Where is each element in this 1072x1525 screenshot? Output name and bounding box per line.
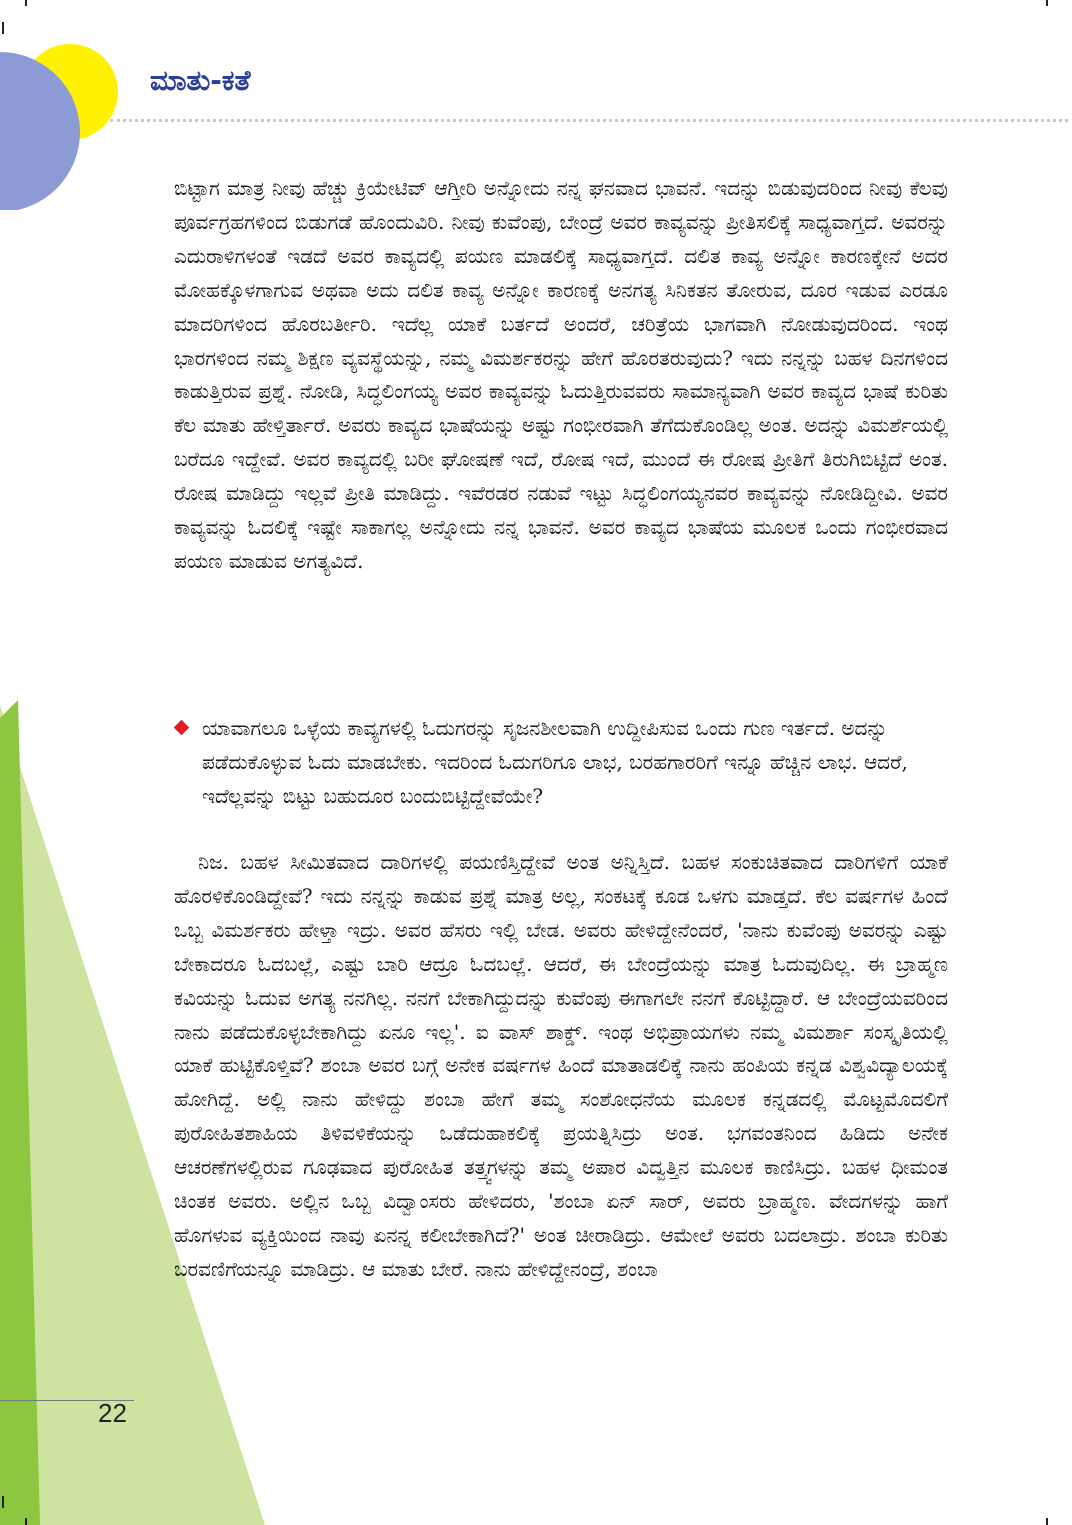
crop-mark-top-mid — [25, 0, 27, 6]
header-dotted-divider — [110, 119, 1068, 122]
question-block — [174, 712, 948, 814]
crop-mark-top-right — [1046, 0, 1048, 6]
interview-question: ಯಾವಾಗಲೂ ಒಳ್ಳೆಯ ಕಾವ್ಯಗಳಲ್ಲಿ ಓದುಗರನ್ನು ಸೃಜನಶೀಲವಾಗಿ ಉದ್ದೀಪಿಸುವ ಒಂದು ಗುಣ ಇರ್ತದೆ. ಅದನ್ನು ಪಡೆದುಕೊಳ್ಳುವ ಓದು ಮಾಡಬೇಕು. ಇದರಿಂದ ಓದುಗರಿಗೂ ಲಾಭ, ಬರಹಗಾರರಿಗೆ ಇನ್ನೂ ಹೆಚ್ಚಿನ ಲಾಭ. ಆದರೆ, ಇದೆಲ್ಲವನ್ನು ಬಿಟ್ಟು ಬಹುದೂರ ಬಂದುಬಿಟ್ಟಿದ್ದೇವೆಯೇ? — [202, 716, 908, 808]
section-title: ಮಾತು-ಕತೆ — [150, 64, 251, 97]
answer-paragraph: ನಿಜ. ಬಹಳ ಸೀಮಿತವಾದ ದಾರಿಗಳಲ್ಲಿ ಪಯಣಿಸ್ತಿದ್ದೇವೆ ಅಂತ ಅನ್ನಿಸ್ತಿದೆ. ಬಹಳ ಸಂಕುಚಿತವಾದ ದಾರಿಗಳಿಗೆ ಯಾಕೆ ಹೊರಳಿಕೊಂಡಿದ್ದೇವೆ? ಇದು ನನ್ನನ್ನು ಕಾಡುವ ಪ್ರಶ್ನೆ ಮಾತ್ರ ಅಲ್ಲ, ಸಂಕಟಕ್ಕೆ ಕೂಡ ಒಳಗು ಮಾಡ್ತದೆ. ಕೆಲ ವರ್ಷಗಳ ಹಿಂದೆ ಒಬ್ಬ ವಿಮರ್ಶಕರು ಹೇಳ್ತಾ ಇದ್ರು. ಅವರ ಹೆಸರು ಇಲ್ಲಿ ಬೇಡ. ಅವರು ಹೇಳಿದ್ದೇನೆಂದರೆ, 'ನಾನು ಕುವೆಂಪು ಅವರನ್ನು ಎಷ್ಟು ಬೇಕಾದರೂ ಓದಬಲ್ಲೆ, ಎಷ್ಟು ಬಾರಿ ಆದ್ರೂ ಓದಬಲ್ಲೆ. ಆದರೆ, ಈ ಬೇಂದ್ರೆಯನ್ನು ಮಾತ್ರ ಓದುವುದಿಲ್ಲ. ಈ ಬ್ರಾಹ್ಮಣ ಕವಿಯನ್ನು ಓದುವ ಅಗತ್ಯ ನನಗಿಲ್ಲ. ನನಗೆ ಬೇಕಾಗಿದ್ದುದನ್ನು ಕುವೆಂಪು ಈಗಾಗಲೇ ನನಗೆ ಕೊಟ್ಟಿದ್ದಾರೆ. ಆ ಬೇಂದ್ರೆಯವರಿಂದ ನಾನು ಪಡೆದುಕೊಳ್ಳಬೇಕಾಗಿದ್ದು ಏನೂ ಇಲ್ಲ'. ಐ ವಾಸ್ ಶಾಕ್ಡ್. ಇಂಥ ಅಭಿಪ್ರಾಯಗಳು ನಮ್ಮ ವಿಮರ್ಶಾ ಸಂಸ್ಕೃತಿಯಲ್ಲಿ ಯಾಕೆ ಹುಟ್ಟಿಕೊಳ್ತಿವೆ? ಶಂಬಾ ಅವರ ಬಗ್ಗೆ ಅನೇಕ ವರ್ಷಗಳ ಹಿಂದೆ ಮಾತಾಡಲಿಕ್ಕೆ ನಾನು ಹಂಪಿಯ ಕನ್ನಡ ವಿಶ್ವವಿದ್ಯಾಲಯಕ್ಕೆ ಹೋಗಿದ್ದೆ. ಅಲ್ಲಿ ನಾನು ಹೇಳಿದ್ದು ಶಂಬಾ ಹೇಗೆ ತಮ್ಮ ಸಂಶೋಧನೆಯ ಮೂಲಕ ಕನ್ನಡದಲ್ಲಿ ಮೊಟ್ಟಮೊದಲಿಗೆ ಪುರೋಹಿತಶಾಹಿಯ ತಿಳಿವಳಿಕೆಯನ್ನು ಒಡೆದುಹಾಕಲಿಕ್ಕೆ ಪ್ರಯತ್ನಿಸಿದ್ರು ಅಂತ. ಭಗವಂತನಿಂದ ಹಿಡಿದು ಅನೇಕ ಆಚರಣೆಗಳಲ್ಲಿರುವ ಗೂಢವಾದ ಪುರೋಹಿತ ತತ್ತ್ವಗಳನ್ನು ತಮ್ಮ ಅಪಾರ ವಿದ್ವತ್ತಿನ ಮೂಲಕ ಕಾಣಿಸಿದ್ರು. ಬಹಳ ಧೀಮಂತ ಚಿಂತಕ ಅವರು. ಅಲ್ಲಿನ ಒಬ್ಬ ವಿದ್ವಾಂಸರು ಹೇಳಿದರು, 'ಶಂಬಾ ಏನ್ ಸಾರ್, ಅವರು ಬ್ರಾಹ್ಮಣ. ವೇದಗಳನ್ನು ಹಾಗೆ ಹೊಗಳುವ ವ್ಯಕ್ತಿಯಿಂದ ನಾವು ಏನನ್ನ ಕಲೀಬೇಕಾಗಿದೆ?' ಅಂತ ಚೀರಾಡಿದ್ರು. ಆಮೇಲೆ ಅವರು ಬದಲಾದ್ರು. ಶಂಬಾ ಕುರಿತು ಬರವಣಿಗೆಯನ್ನೂ ಮಾಡಿದ್ರು. ಆ ಮಾತು ಬೇರೆ. ನಾನು ಹೇಳಿದ್ದೇನಂದ್ರೆ, ಶಂಬಾ — [174, 850, 948, 1281]
crop-mark-bottom-right — [1046, 1518, 1048, 1525]
crop-mark-top-left — [2, 22, 4, 34]
page-number: 22 — [98, 1398, 127, 1428]
crop-mark-bottom-left — [2, 1496, 4, 1508]
body-paragraph: ಬಿಟ್ಟಾಗ ಮಾತ್ರ ನೀವು ಹೆಚ್ಚು ಕ್ರಿಯೇಟಿವ್ ಆಗ್ತೀರಿ ಅನ್ನೋದು ನನ್ನ ಘನವಾದ ಭಾವನೆ. ಇದನ್ನು ಬಿಡುವುದರಿಂದ ನೀವು ಕೆಲವು ಪೂರ್ವಗ್ರಹಗಳಿಂದ ಬಿಡುಗಡೆ ಹೊಂದುವಿರಿ. ನೀವು ಕುವೆಂಪು, ಬೇಂದ್ರೆ ಅವರ ಕಾವ್ಯವನ್ನು ಪ್ರೀತಿಸಲಿಕ್ಕೆ ಸಾಧ್ಯವಾಗ್ತದೆ. ಅವರನ್ನು ಎದುರಾಳಿಗಳಂತೆ ಇಡದೆ ಅವರ ಕಾವ್ಯದಲ್ಲಿ ಪಯಣ ಮಾಡಲಿಕ್ಕೆ ಸಾಧ್ಯವಾಗ್ತದೆ. ದಲಿತ ಕಾವ್ಯ ಅನ್ನೋ ಕಾರಣಕ್ಕೇನೆ ಅದರ ಮೋಹಕ್ಕೊಳಗಾಗುವ ಅಥವಾ ಅದು ದಲಿತ ಕಾವ್ಯ ಅನ್ನೋ ಕಾರಣಕ್ಕೆ ಅನಗತ್ಯ ಸಿನಿಕತನ ತೋರುವ, ದೂರ ಇಡುವ ಎರಡೂ ಮಾದರಿಗಳಿಂದ ಹೊರಬರ್ತೀರಿ. ಇದೆಲ್ಲ ಯಾಕೆ ಬರ್ತದೆ ಅಂದರೆ, ಚರಿತ್ರೆಯ ಭಾಗವಾಗಿ ನೋಡುವುದರಿಂದ. ಇಂಥ ಭಾರಗಳಿಂದ ನಮ್ಮ ಶಿಕ್ಷಣ ವ್ಯವಸ್ಥೆಯನ್ನು, ನಮ್ಮ ವಿಮರ್ಶಕರನ್ನು ಹೇಗೆ ಹೊರತರುವುದು? ಇದು ನನ್ನನ್ನು ಬಹಳ ದಿನಗಳಿಂದ ಕಾಡುತ್ತಿರುವ ಪ್ರಶ್ನೆ. ನೋಡಿ, ಸಿದ್ಧಲಿಂಗಯ್ಯ ಅವರ ಕಾವ್ಯವನ್ನು ಓದುತ್ತಿರುವವರು ಸಾಮಾನ್ಯವಾಗಿ ಅವರ ಕಾವ್ಯದ ಭಾಷೆ ಕುರಿತು ಕೆಲ ಮಾತು ಹೇಳ್ತಿರ್ತಾರೆ. ಅವರು ಕಾವ್ಯದ ಭಾಷೆಯನ್ನು ಅಷ್ಟು ಗಂಭೀರವಾಗಿ ತೆಗೆದುಕೊಂಡಿಲ್ಲ ಅಂತ. ಅದನ್ನು ವಿಮರ್ಶೆಯಲ್ಲಿ ಬರೆದೂ ಇದ್ದೇವೆ. ಅವರ ಕಾವ್ಯದಲ್ಲಿ ಬರೀ ಘೋಷಣೆ ಇದೆ, ರೋಷ ಇದೆ, ಮುಂದೆ ಈ ರೋಷ ಪ್ರೀತಿಗೆ ತಿರುಗಿಬಿಟ್ಟಿದೆ ಅಂತ. ರೋಷ ಮಾಡಿದ್ದು ಇಲ್ಲವೆ ಪ್ರೀತಿ ಮಾಡಿದ್ದು. ಇವೆರಡರ ನಡುವೆ ಇಟ್ಟು ಸಿದ್ಧಲಿಂಗಯ್ಯನವರ ಕಾವ್ಯವನ್ನು ನೋಡಿದ್ದೀವಿ. ಅವರ ಕಾವ್ಯವನ್ನು ಓದಲಿಕ್ಕೆ ಇಷ್ಟೇ ಸಾಕಾಗಲ್ಲ ಅನ್ನೋದು ನನ್ನ ಭಾವನೆ. ಅವರ ಕಾವ್ಯದ ಭಾಷೆಯ ಮೂಲಕ ಒಂದು ಗಂಭೀರವಾದ ಪಯಣ ಮಾಡುವ ಅಗತ್ಯವಿದೆ. — [174, 176, 948, 573]
red-diamond-bullet-icon — [174, 720, 190, 736]
crop-mark-bottom-mid — [25, 1518, 27, 1525]
